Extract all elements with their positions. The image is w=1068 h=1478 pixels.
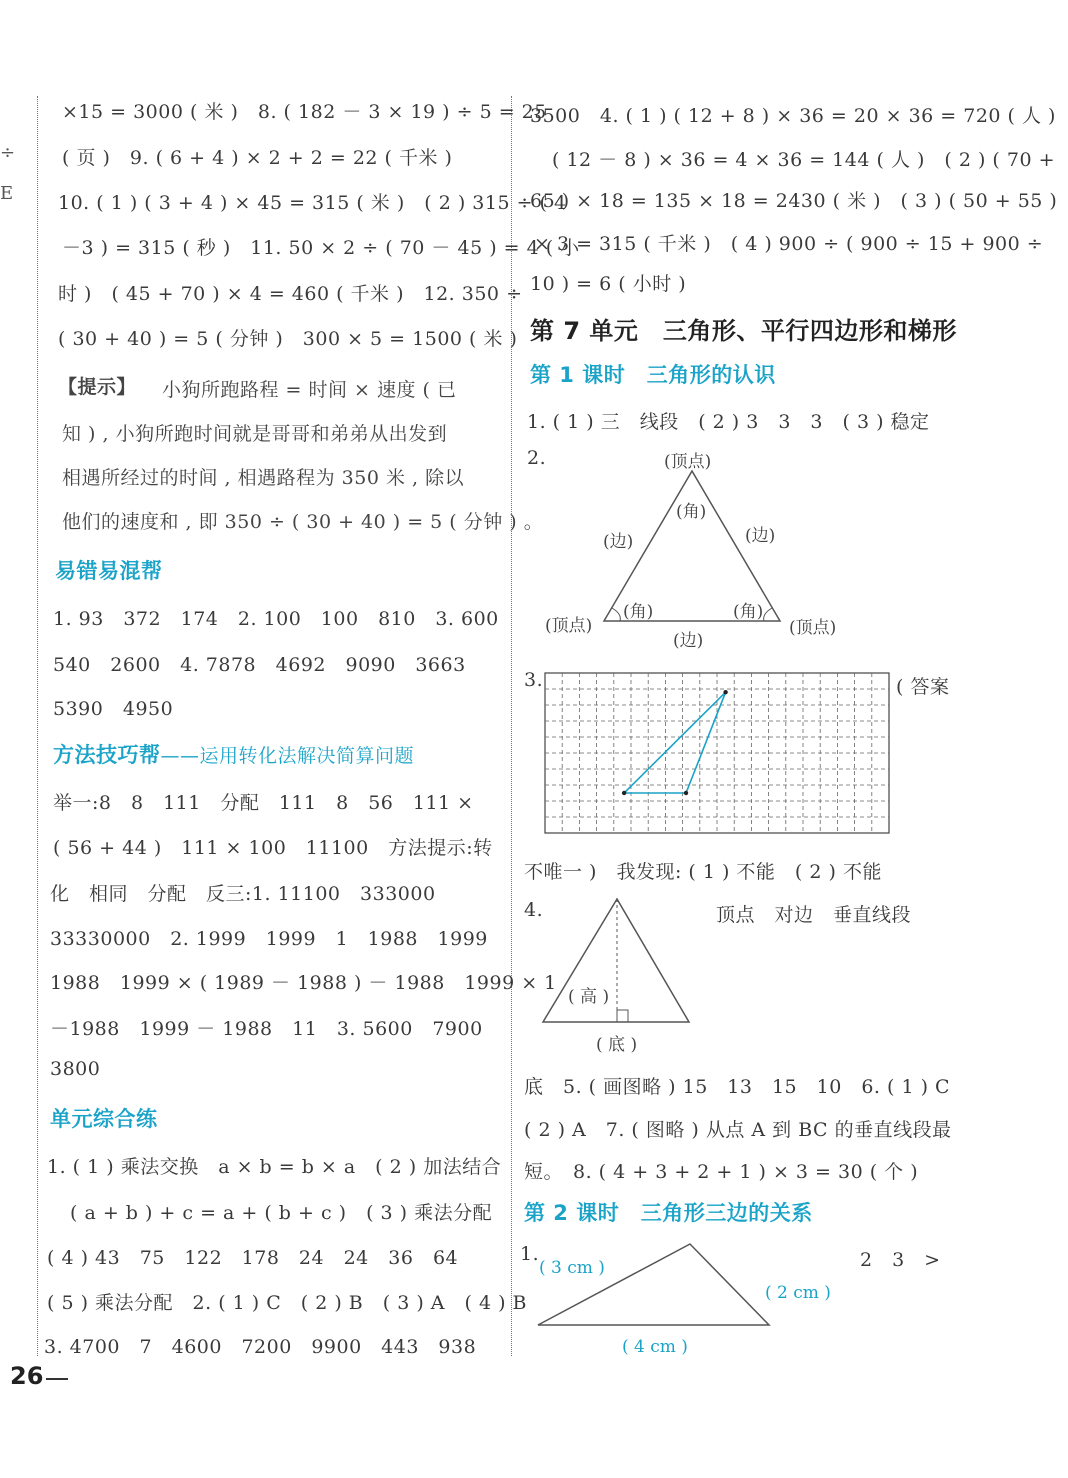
text-line: 举一:8 8 111 分配 111 8 56 111 × xyxy=(53,792,474,814)
method-subtitle: ——运用转化法解决简算问题 xyxy=(160,745,415,767)
text-line: 3500 4. ( 1 ) ( 12 + 8 ) × 36 = 20 × 36 = 720 ( 人 ) xyxy=(530,105,1056,127)
angle-label: (角) xyxy=(733,602,764,622)
text-line: ( 2 ) A 7. ( 图略 ) 从点 A 到 BC 的垂直线段最 xyxy=(524,1119,952,1141)
text-line: ( 5 ) 乘法分配 2. ( 1 ) C ( 2 ) B ( 3 ) A ( 4 ) B xyxy=(47,1292,528,1314)
text-line: －3 ) = 315 ( 秒 ) 11. 50 × 2 ÷ ( 70 － 45 ) = 4 ( 小 xyxy=(62,237,580,259)
side-length-text: ( 2 cm ) xyxy=(765,1283,831,1303)
side-length-text: ( 4 cm ) xyxy=(622,1337,688,1357)
text-line: ( 12 － 8 ) × 36 = 4 × 36 = 144 ( 人 ) ( 2 ) ( 70 + xyxy=(552,149,1056,171)
text-line: 1. ( 1 ) 三 线段 ( 2 ) 3 3 3 ( 3 ) 稳定 xyxy=(527,411,930,433)
page-number: 26 xyxy=(10,1362,44,1390)
hint-line: 知 ) , 小狗所跑时间就是哥哥和弟弟从出发到 xyxy=(62,423,448,445)
text-line: 3800 xyxy=(50,1058,101,1080)
text-line: 10 ) = 6 ( 小时 ) xyxy=(530,273,687,295)
page-number-dash xyxy=(46,1378,68,1380)
side-label: (边) xyxy=(745,526,776,546)
vertex-label: (顶点) xyxy=(545,616,593,636)
text-line: 65 ) × 18 = 135 × 18 = 2430 ( 米 ) ( 3 ) ( 50 + 55 ) xyxy=(530,190,1058,212)
text-line: 1. 93 372 174 2. 100 100 810 3. 600 xyxy=(53,608,499,630)
question-number: 1. xyxy=(520,1243,540,1265)
section-heading-unit: 单元综合练 xyxy=(50,1107,158,1131)
text-line: ( a + b ) + c = a + ( b + c ) ( 3 ) 乘法分配 xyxy=(70,1202,493,1224)
text-line: ( 答案 xyxy=(896,676,950,698)
vertex-label: (顶点) xyxy=(664,452,712,472)
text-line: 1. ( 1 ) 乘法交换 a × b = b × a ( 2 ) 加法结合 xyxy=(47,1156,502,1178)
text-line: 不唯一 ) 我发现: ( 1 ) 不能 ( 2 ) 不能 xyxy=(524,861,882,883)
text-line: 2 3 > xyxy=(860,1249,941,1271)
question-number: 4. xyxy=(524,899,544,921)
method-title: 方法技巧帮 xyxy=(53,743,161,767)
text-line: ( 30 + 40 ) = 5 ( 分钟 ) 300 × 5 = 1500 ( 米 ) xyxy=(58,328,518,350)
text-line: 3. 4700 7 4600 7200 9900 443 938 xyxy=(44,1336,477,1358)
height-label: ( 高 ) xyxy=(568,987,610,1007)
side-label: (边) xyxy=(673,631,704,651)
base-label: ( 底 ) xyxy=(596,1035,638,1055)
text-line: 顶点 对边 垂直线段 xyxy=(716,904,912,926)
text-line: －1988 1999 － 1988 11 3. 5600 7900 xyxy=(50,1018,483,1040)
lesson2-heading: 第 2 课时 三角形三边的关系 xyxy=(524,1201,813,1225)
hint-label: 【提示】 xyxy=(58,376,137,398)
hint-line: 他们的速度和 , 即 350 ÷ ( 30 + 40 ) = 5 ( 分钟 ) 。 xyxy=(62,511,544,533)
unit-heading: 第 7 单元 三角形、平行四边形和梯形 xyxy=(530,317,957,345)
side-label: (边) xyxy=(603,532,634,552)
angle-label: (角) xyxy=(623,602,654,622)
angle-label: (角) xyxy=(676,502,707,522)
text-line: ×15 = 3000 ( 米 ) 8. ( 182 － 3 × 19 ) ÷ 5 = 25 xyxy=(62,101,547,123)
text-line: 短。 8. ( 4 + 3 + 2 + 1 ) × 3 = 30 ( 个 ) xyxy=(524,1161,919,1183)
text-line: ( 56 + 44 ) 111 × 100 11100 方法提示:转 xyxy=(53,837,493,859)
triangle-shape xyxy=(538,1244,769,1325)
text-line: × 3 = 315 ( 千米 ) ( 4 ) 900 ÷ ( 900 ÷ 15 + 900 ÷ xyxy=(534,233,1044,255)
text-line: 10. ( 1 ) ( 3 + 4 ) × 45 = 315 ( 米 ) ( 2 ) 315 ÷ ( 4 xyxy=(58,192,567,214)
hint-line: 相遇所经过的时间 , 相遇路程为 350 米 , 除以 xyxy=(62,467,465,489)
hint-line: 小狗所跑路程 = 时间 × 速度 ( 已 xyxy=(162,379,457,401)
edge-mark: ÷ xyxy=(0,142,16,163)
text-line: 底 5. ( 画图略 ) 15 13 15 10 6. ( 1 ) C xyxy=(524,1076,951,1098)
text-line: 时 ) ( 45 + 70 ) × 4 = 460 ( 千米 ) 12. 350 ÷ xyxy=(58,283,523,305)
vertex-label: (顶点) xyxy=(789,618,837,638)
side-length-label xyxy=(765,1283,831,1303)
edge-mark: E xyxy=(0,183,14,204)
side-length-text: ( 3 cm ) xyxy=(539,1258,605,1278)
text-line: 540 2600 4. 7878 4692 9090 3663 xyxy=(53,654,466,676)
text-line: ( 页 ) 9. ( 6 + 4 ) × 2 + 2 = 22 ( 千米 ) xyxy=(62,147,453,169)
lesson1-heading: 第 1 课时 三角形的认识 xyxy=(530,363,776,387)
text-line: 33330000 2. 1999 1999 1 1988 1999 xyxy=(50,928,488,950)
section-heading-error: 易错易混帮 xyxy=(55,559,163,583)
question-number: 3. xyxy=(524,669,544,691)
text-line: ( 4 ) 43 75 122 178 24 24 36 64 xyxy=(47,1247,459,1269)
text-line: 化 相同 分配 反三:1. 11100 333000 xyxy=(50,883,436,905)
text-line: 1988 1999 × ( 1989 － 1988 ) － 1988 1999 × 1 xyxy=(50,972,557,994)
side-length-label xyxy=(539,1258,605,1278)
side-length-label xyxy=(622,1337,688,1357)
question-number: 2. xyxy=(527,447,547,469)
text-line: 5390 4950 xyxy=(53,698,174,720)
